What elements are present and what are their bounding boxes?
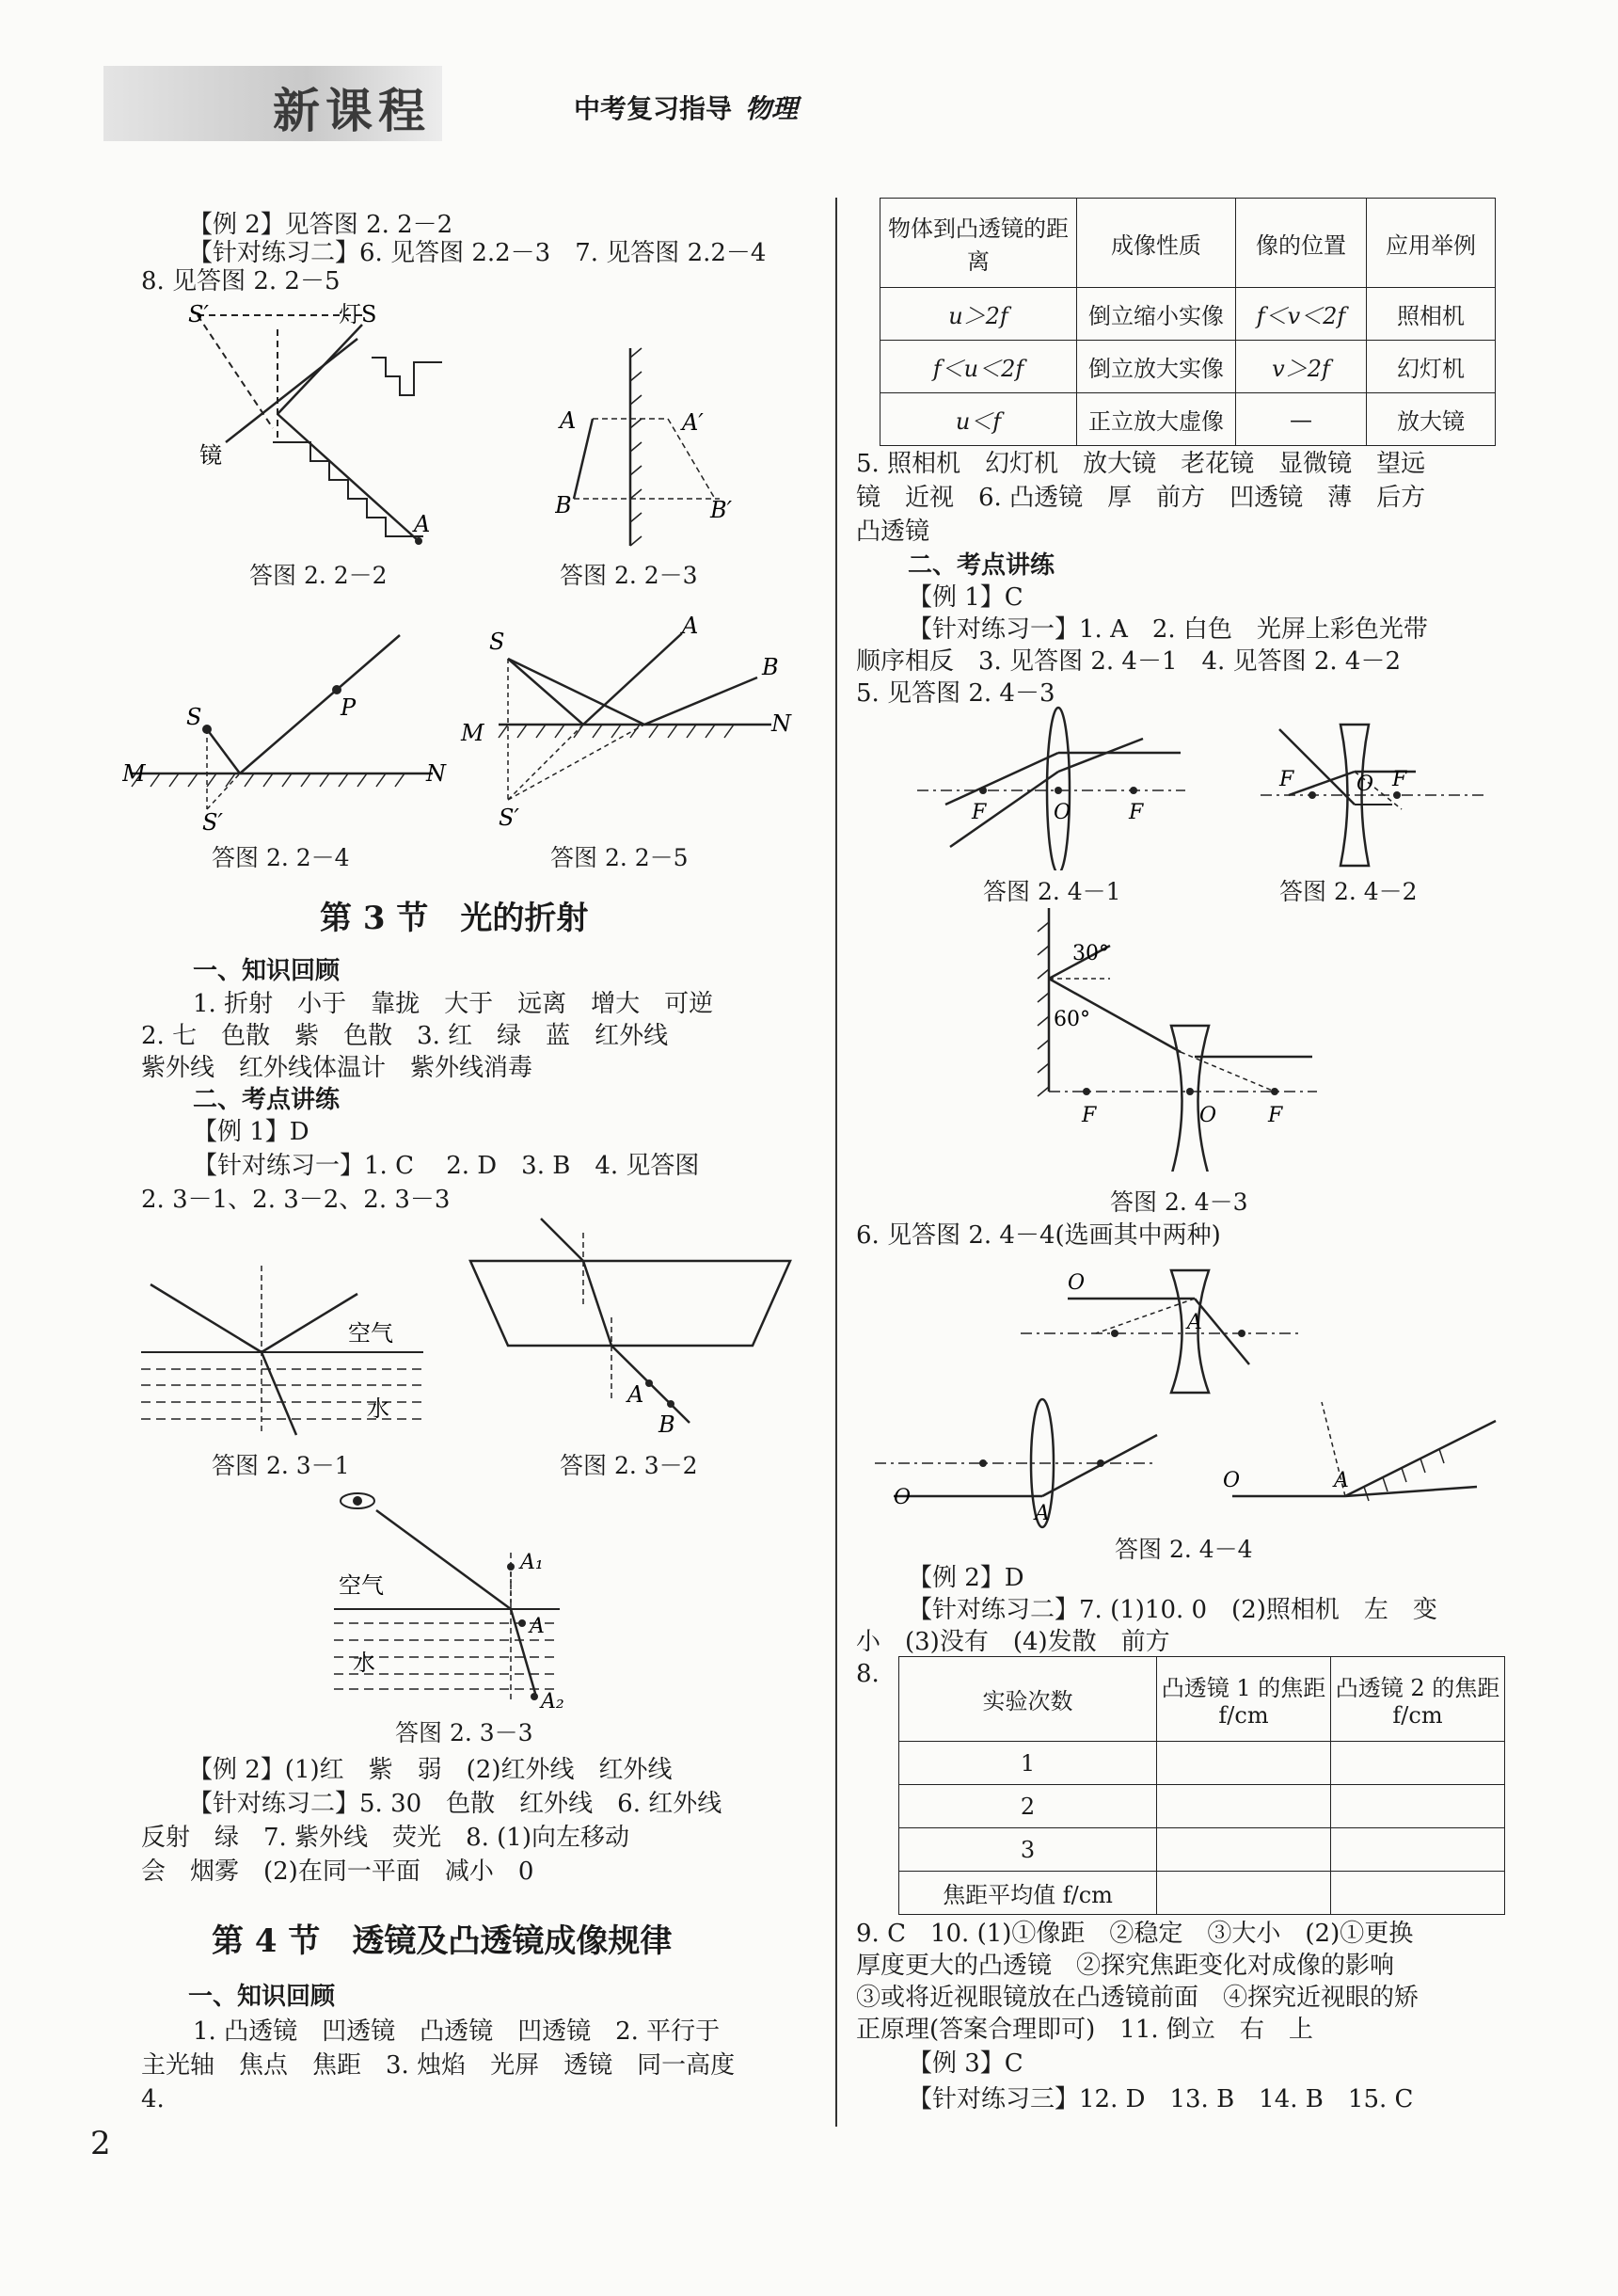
right-line-b1: 【例 1】C [908,583,1023,612]
focal-length-table [898,1656,1505,1915]
t2-avg-c1 [1157,1872,1331,1915]
caption-2-2-5: 答图 2. 2－5 [550,844,689,871]
t1-r0c0: u＞2f [880,288,1077,341]
s3-review-heading: 一、知识回顾 [193,957,341,985]
fig244-a3: A [1334,1469,1349,1492]
t1-r2c2: — [1236,393,1367,446]
fig241-f1: F [972,801,987,824]
caption-2-2-3: 答图 2. 2－3 [560,562,698,589]
brand-title: 新课程 [273,84,431,138]
caption-2-2-2: 答图 2. 2－2 [249,562,388,589]
figure-2-4-3 [1035,903,1336,1172]
right-line-a3: 凸透镜 [856,518,930,546]
s3-review-line-1: 1. 折射 小于 靠拢 大于 远离 增大 可逆 [193,990,714,1018]
s3-review-line-3: 紫外线 红外线体温计 紫外线消毒 [141,1054,533,1082]
t2-r1-c2 [1331,1785,1505,1828]
header-subtitle [574,88,798,126]
fig223-a: A [560,407,577,434]
figure-2-3-2 [466,1214,795,1444]
fig243-o: O [1199,1104,1217,1127]
t1-r1c2: v＞2f [1236,341,1367,393]
s3-example1: 【例 1】D [193,1118,309,1146]
caption-2-4-1: 答图 2. 4－1 [983,878,1121,905]
fig223-b-prime: B′ [710,497,733,523]
subject-text: 物理 [745,93,799,124]
t2-h0: 实验次数 [899,1657,1157,1742]
fig243-ang30: 30° [1072,942,1109,965]
right-line-6: 6. 见答图 2. 4－4(选画其中两种) [856,1221,1221,1250]
fig224-s-prime: S′ [202,809,223,833]
s4-review-line-1: 1. 凸透镜 凹透镜 凸透镜 凹透镜 2. 平行于 [193,2017,721,2046]
figure-2-2-2 [179,301,461,555]
t2-h1: 凸透镜 1 的焦距 f/cm [1157,1657,1331,1742]
fig225-n: N [771,710,791,737]
t1-h2: 像的位置 [1236,199,1367,288]
fig244-a2: A [1035,1502,1050,1525]
right-lecture-heading: 二、考点讲练 [908,551,1055,580]
section-3-title: 第 3 节 光的折射 [320,900,589,937]
fig233-air: 空气 [339,1572,384,1599]
caption-2-3-2: 答图 2. 3－2 [560,1452,698,1479]
right-line-c1: 【例 2】D [908,1564,1024,1592]
page-number: 2 [90,2125,111,2162]
fig222-lamp: 灯S [339,301,377,327]
caption-2-4-3: 答图 2. 4－3 [1110,1188,1248,1216]
figure-2-4-1 [917,701,1199,870]
s4-review-line-3: 4. [141,2085,165,2113]
figure-2-4-2 [1261,715,1496,870]
fig243-f1: F [1082,1104,1097,1127]
t1-r1c0: f＜u＜2f [880,341,1077,393]
fig233-a1: A₁ [520,1551,544,1574]
fig244-a1: A [1187,1311,1202,1334]
t2-avg: 焦距平均值 f/cm [899,1872,1157,1915]
right-line-a1: 5. 照相机 幻灯机 放大镜 老花镜 显微镜 望远 [856,450,1426,478]
caption-2-4-4: 答图 2. 4－4 [1115,1536,1253,1563]
fig223-b: B [555,492,572,518]
fig243-f2: F [1268,1104,1283,1127]
fig224-s: S [186,704,202,730]
fig224-m: M [122,760,146,787]
column-divider [835,198,837,2127]
t2-r1: 2 [899,1785,1157,1828]
t1-r0c3: 照相机 [1367,288,1496,341]
t1-r1c1: 倒立放大实像 [1077,341,1236,393]
left-line-1: 【例 2】见答图 2. 2－2 [188,211,453,239]
right-line-c4: 8. [856,1660,880,1688]
right-line-d4: 正原理(答案合理即可) 11. 倒立 右 上 [856,2016,1313,2044]
right-line-a2: 镜 近视 6. 凸透镜 厚 前方 凹透镜 薄 后方 [856,484,1426,512]
t2-h2: 凸透镜 2 的焦距 f/cm [1331,1657,1505,1742]
figure-2-4-4 [856,1261,1505,1534]
s4-review-heading: 一、知识回顾 [188,1983,336,2011]
fig233-a: A [530,1615,545,1638]
imaging-rules-table [880,198,1496,446]
left-after-line-4: 会 烟雾 (2)在同一平面 减小 0 [141,1858,534,1886]
fig225-m: M [461,720,484,746]
fig244-o2: O [894,1486,912,1509]
right-line-b2: 【针对练习一】1. A 2. 白色 光屏上彩色光带 [908,615,1428,644]
s3-practice1-line-1: 【针对练习一】1. C 2. D 3. B 4. 见答图 [193,1152,700,1180]
fig222-s-prime: S′ [188,301,209,327]
s3-practice1-line-2: 2. 3－1、2. 3－2、2. 3－3 [141,1186,451,1214]
figure-2-3-3 [334,1482,579,1713]
figure-2-2-4 [122,621,461,833]
right-line-d2: 厚度更大的凸透镜 ②探究焦距变化对成像的影响 [856,1952,1395,1980]
t1-r0c2: f＜v＜2f [1236,288,1367,341]
fig225-s-prime: S′ [499,805,519,831]
fig231-water: 水 [367,1395,389,1422]
t1-h3: 应用举例 [1367,199,1496,288]
t1-r0c1: 倒立缩小实像 [1077,288,1236,341]
t2-r2: 3 [899,1828,1157,1872]
fig244-o3: O [1223,1469,1241,1492]
figure-2-2-5 [452,616,800,837]
t2-r0-c1 [1157,1742,1331,1785]
fig232-b: B [658,1411,675,1438]
t2-r0: 1 [899,1742,1157,1785]
fig241-f2: F [1129,801,1144,824]
caption-2-3-3: 答图 2. 3－3 [395,1719,533,1746]
fig233-water: 水 [353,1650,375,1676]
fig242-f1: F [1279,768,1294,791]
page-header [103,66,1044,141]
right-line-d6: 【针对练习三】12. D 13. B 14. B 15. C [908,2085,1414,2113]
caption-2-3-1: 答图 2. 3－1 [212,1452,350,1479]
right-line-b4: 5. 见答图 2. 4－3 [856,679,1055,708]
s3-lecture-heading: 二、考点讲练 [193,1086,341,1114]
left-after-line-3: 反射 绿 7. 紫外线 荧光 8. (1)向左移动 [141,1824,629,1852]
section-4-title: 第 4 节 透镜及凸透镜成像规律 [212,1922,673,1960]
t1-r1c3: 幻灯机 [1367,341,1496,393]
fig225-a: A [682,616,699,639]
fig232-a: A [627,1381,644,1408]
left-after-line-1: 【例 2】(1)红 紫 弱 (2)红外线 红外线 [188,1756,673,1784]
figure-2-3-1 [141,1223,442,1449]
t1-r2c3: 放大镜 [1367,393,1496,446]
t1-h0: 物体到凸透镜的距离 [880,199,1077,288]
fig231-air: 空气 [348,1320,393,1347]
right-line-d1: 9. C 10. (1)①像距 ②稳定 ③大小 (2)①更换 [856,1920,1414,1948]
right-line-c2: 【针对练习二】7. (1)10. 0 (2)照相机 左 变 [908,1596,1437,1624]
t2-avg-c2 [1331,1872,1505,1915]
left-line-3: 8. 见答图 2. 2－5 [141,267,341,295]
subtitle-text: 中考复习指导 [574,93,733,124]
caption-2-2-4: 答图 2. 2－4 [212,844,350,871]
fig242-o: O [1356,773,1374,796]
t2-r2-c2 [1331,1828,1505,1872]
fig222-a: A [414,511,431,537]
fig243-ang60: 60° [1054,1008,1090,1031]
fig222-mirror: 镜 [199,442,222,469]
right-line-c3: 小 (3)没有 (4)发散 前方 [856,1628,1170,1656]
fig225-b: B [762,654,779,680]
fig224-p: P [341,694,357,721]
fig223-a-prime: A′ [682,409,704,436]
left-line-2: 【针对练习二】6. 见答图 2.2－3 7. 见答图 2.2－4 [188,239,767,267]
t1-r2c1: 正立放大虚像 [1077,393,1236,446]
fig244-o1: O [1068,1271,1086,1295]
t1-h1: 成像性质 [1077,199,1236,288]
left-after-line-2: 【针对练习二】5. 30 色散 红外线 6. 红外线 [188,1790,722,1818]
s4-review-line-2: 主光轴 焦点 焦距 3. 烛焰 光屏 透镜 同一高度 [141,2051,736,2080]
t2-r1-c1 [1157,1785,1331,1828]
fig233-a2: A₂ [541,1690,564,1713]
t2-r0-c2 [1331,1742,1505,1785]
figure-2-2-3 [555,343,743,555]
fig241-o: O [1054,801,1071,824]
t2-r2-c1 [1157,1828,1331,1872]
right-line-d5: 【例 3】C [908,2049,1023,2078]
right-line-b3: 顺序相反 3. 见答图 2. 4－1 4. 见答图 2. 4－2 [856,647,1401,676]
fig225-s: S [489,629,505,655]
fig224-n: N [426,760,446,787]
caption-2-4-2: 答图 2. 4－2 [1279,878,1418,905]
fig242-f2: F [1392,768,1407,791]
s3-review-line-2: 2. 七 色散 紫 色散 3. 红 绿 蓝 红外线 [141,1022,669,1050]
right-line-d3: ③或将近视眼镜放在凸透镜前面 ④探究近视眼的矫 [856,1984,1420,2012]
t1-r2c0: u＜f [880,393,1077,446]
